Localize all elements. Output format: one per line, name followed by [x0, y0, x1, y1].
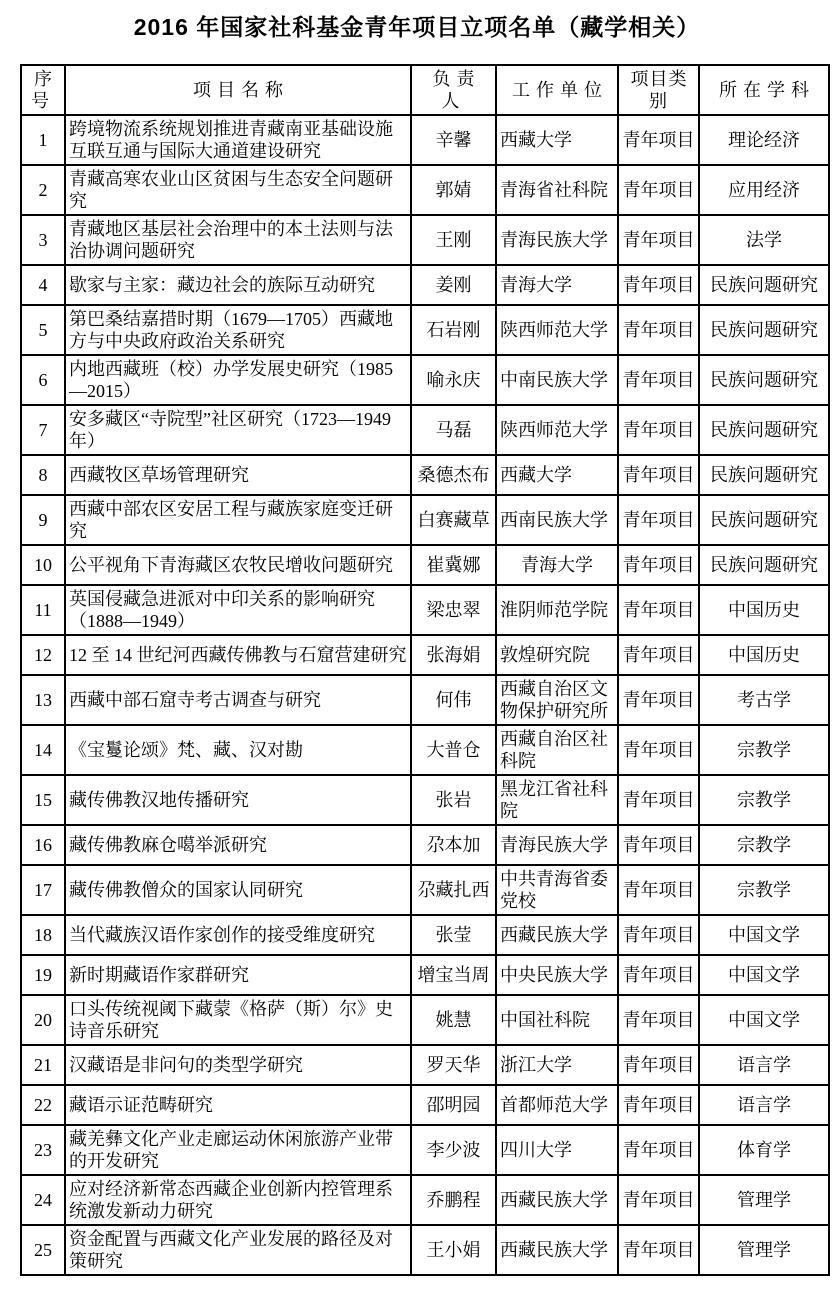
project-category: 青年项目 — [618, 545, 699, 585]
principal-investigator: 辛馨 — [411, 115, 496, 165]
project-name: 歇家与主家：藏边社会的族际互动研究 — [65, 265, 411, 305]
project-name: 西藏中部石窟寺考古调查与研究 — [65, 675, 411, 725]
work-unit: 西藏大学 — [496, 115, 618, 165]
principal-investigator: 马磊 — [411, 405, 496, 455]
row-number: 13 — [21, 675, 65, 725]
project-category: 青年项目 — [618, 165, 699, 215]
project-category: 青年项目 — [618, 865, 699, 915]
project-name: 当代藏族汉语作家创作的接受维度研究 — [65, 915, 411, 955]
table-header — [21, 65, 829, 115]
table-row — [21, 545, 829, 585]
discipline: 民族问题研究 — [699, 455, 829, 495]
header-category: 项目类别 — [618, 65, 699, 115]
work-unit: 青海民族大学 — [496, 825, 618, 865]
discipline: 法学 — [699, 215, 829, 265]
project-category: 青年项目 — [618, 1045, 699, 1085]
work-unit: 西藏民族大学 — [496, 915, 618, 955]
row-number: 5 — [21, 305, 65, 355]
project-category: 青年项目 — [618, 495, 699, 545]
table-row — [21, 115, 829, 165]
row-number: 4 — [21, 265, 65, 305]
work-unit: 青海省社科院 — [496, 165, 618, 215]
table-row — [21, 1125, 829, 1175]
row-number: 23 — [21, 1125, 65, 1175]
principal-investigator: 姜刚 — [411, 265, 496, 305]
discipline: 民族问题研究 — [699, 305, 829, 355]
project-name: 《宝鬘论颂》梵、藏、汉对勘 — [65, 725, 411, 775]
principal-investigator: 尕藏扎西 — [411, 865, 496, 915]
row-number: 19 — [21, 955, 65, 995]
principal-investigator: 王刚 — [411, 215, 496, 265]
principal-investigator: 邵明园 — [411, 1085, 496, 1125]
row-number: 25 — [21, 1225, 65, 1275]
work-unit: 中南民族大学 — [496, 355, 618, 405]
project-name: 西藏中部农区安居工程与藏族家庭变迁研究 — [65, 495, 411, 545]
project-name: 安多藏区“寺院型”社区研究（1723—1949 年） — [65, 405, 411, 455]
work-unit: 西南民族大学 — [496, 495, 618, 545]
table-row — [21, 495, 829, 545]
row-number: 18 — [21, 915, 65, 955]
table-row — [21, 995, 829, 1045]
work-unit: 陕西师范大学 — [496, 405, 618, 455]
project-category: 青年项目 — [618, 775, 699, 825]
discipline: 民族问题研究 — [699, 495, 829, 545]
row-number: 17 — [21, 865, 65, 915]
header-discipline: 所在学科 — [699, 65, 829, 115]
project-category: 青年项目 — [618, 955, 699, 995]
work-unit: 中共青海省委党校 — [496, 865, 618, 915]
discipline: 民族问题研究 — [699, 355, 829, 405]
work-unit: 中国社科院 — [496, 995, 618, 1045]
project-category: 青年项目 — [618, 115, 699, 165]
row-number: 24 — [21, 1175, 65, 1225]
project-category: 青年项目 — [618, 305, 699, 355]
project-category: 青年项目 — [618, 355, 699, 405]
work-unit: 青海大学 — [496, 545, 618, 585]
project-name: 应对经济新常态西藏企业创新内控管理系统激发新动力研究 — [65, 1175, 411, 1225]
principal-investigator: 尕本加 — [411, 825, 496, 865]
table-row — [21, 955, 829, 995]
table-row — [21, 265, 829, 305]
table-row — [21, 585, 829, 635]
discipline: 民族问题研究 — [699, 265, 829, 305]
project-name: 第巴桑结嘉措时期（1679—1705）西藏地方与中央政府政治关系研究 — [65, 305, 411, 355]
project-name: 英国侵藏急进派对中印关系的影响研究（1888—1949） — [65, 585, 411, 635]
discipline: 中国文学 — [699, 995, 829, 1045]
discipline: 管理学 — [699, 1175, 829, 1225]
project-name: 汉藏语是非问句的类型学研究 — [65, 1045, 411, 1085]
header-unit: 工作单位 — [496, 65, 618, 115]
principal-investigator: 石岩刚 — [411, 305, 496, 355]
row-number: 1 — [21, 115, 65, 165]
discipline: 体育学 — [699, 1125, 829, 1175]
row-number: 6 — [21, 355, 65, 405]
work-unit: 西藏大学 — [496, 455, 618, 495]
work-unit: 西藏自治区社科院 — [496, 725, 618, 775]
row-number: 12 — [21, 635, 65, 675]
principal-investigator: 白赛藏草 — [411, 495, 496, 545]
principal-investigator: 王小娟 — [411, 1225, 496, 1275]
principal-investigator: 喻永庆 — [411, 355, 496, 405]
projects-table — [20, 64, 830, 1276]
table-row — [21, 725, 829, 775]
work-unit: 陕西师范大学 — [496, 305, 618, 355]
row-number: 22 — [21, 1085, 65, 1125]
row-number: 7 — [21, 405, 65, 455]
table-row — [21, 825, 829, 865]
project-category: 青年项目 — [618, 265, 699, 305]
work-unit: 敦煌研究院 — [496, 635, 618, 675]
principal-investigator: 姚慧 — [411, 995, 496, 1045]
work-unit: 四川大学 — [496, 1125, 618, 1175]
principal-investigator: 李少波 — [411, 1125, 496, 1175]
discipline: 应用经济 — [699, 165, 829, 215]
table-row — [21, 1045, 829, 1085]
principal-investigator: 乔鹏程 — [411, 1175, 496, 1225]
project-name: 内地西藏班（校）办学发展史研究（1985—2015） — [65, 355, 411, 405]
work-unit: 西藏民族大学 — [496, 1175, 618, 1225]
discipline: 考古学 — [699, 675, 829, 725]
discipline: 理论经济 — [699, 115, 829, 165]
project-category: 青年项目 — [618, 635, 699, 675]
work-unit: 青海大学 — [496, 265, 618, 305]
table-row — [21, 1225, 829, 1275]
project-category: 青年项目 — [618, 1125, 699, 1175]
table-row — [21, 355, 829, 405]
table-row — [21, 635, 829, 675]
table-row — [21, 675, 829, 725]
project-name: 藏羌彝文化产业走廊运动休闲旅游产业带的开发研究 — [65, 1125, 411, 1175]
table-row — [21, 455, 829, 495]
project-category: 青年项目 — [618, 825, 699, 865]
project-name: 藏传佛教麻仓噶举派研究 — [65, 825, 411, 865]
principal-investigator: 增宝当周 — [411, 955, 496, 995]
project-category: 青年项目 — [618, 1175, 699, 1225]
principal-investigator: 张莹 — [411, 915, 496, 955]
header-project: 项目名称 — [65, 65, 411, 115]
table-row — [21, 915, 829, 955]
project-category: 青年项目 — [618, 585, 699, 635]
table-row — [21, 775, 829, 825]
discipline: 中国文学 — [699, 915, 829, 955]
row-number: 3 — [21, 215, 65, 265]
project-category: 青年项目 — [618, 1085, 699, 1125]
table-body — [21, 115, 829, 1275]
principal-investigator: 罗天华 — [411, 1045, 496, 1085]
work-unit: 淮阴师范学院 — [496, 585, 618, 635]
principal-investigator: 张海娟 — [411, 635, 496, 675]
header-pi: 负责人 — [411, 65, 496, 115]
principal-investigator: 张岩 — [411, 775, 496, 825]
work-unit: 西藏民族大学 — [496, 1225, 618, 1275]
work-unit: 黑龙江省社科院 — [496, 775, 618, 825]
project-name: 公平视角下青海藏区农牧民增收问题研究 — [65, 545, 411, 585]
project-category: 青年项目 — [618, 455, 699, 495]
table-row — [21, 215, 829, 265]
page-title: 2016 年国家社科基金青年项目立项名单（藏学相关） — [133, 14, 701, 40]
discipline: 中国历史 — [699, 585, 829, 635]
project-category: 青年项目 — [618, 1225, 699, 1275]
row-number: 21 — [21, 1045, 65, 1085]
discipline: 语言学 — [699, 1045, 829, 1085]
table-row — [21, 1085, 829, 1125]
project-name: 资金配置与西藏文化产业发展的路径及对策研究 — [65, 1225, 411, 1275]
project-category: 青年项目 — [618, 215, 699, 265]
project-name: 青藏高寒农业山区贫困与生态安全问题研究 — [65, 165, 411, 215]
table-row — [21, 305, 829, 355]
discipline: 管理学 — [699, 1225, 829, 1275]
work-unit: 中央民族大学 — [496, 955, 618, 995]
header-row — [21, 65, 829, 115]
row-number: 9 — [21, 495, 65, 545]
discipline: 宗教学 — [699, 825, 829, 865]
work-unit: 浙江大学 — [496, 1045, 618, 1085]
project-name: 藏传佛教僧众的国家认同研究 — [65, 865, 411, 915]
project-name: 12 至 14 世纪河西藏传佛教与石窟营建研究 — [65, 635, 411, 675]
project-name: 西藏牧区草场管理研究 — [65, 455, 411, 495]
discipline: 宗教学 — [699, 725, 829, 775]
discipline: 宗教学 — [699, 775, 829, 825]
principal-investigator: 桑德杰布 — [411, 455, 496, 495]
project-name: 新时期藏语作家群研究 — [65, 955, 411, 995]
table-row — [21, 1175, 829, 1225]
work-unit: 青海民族大学 — [496, 215, 618, 265]
header-no: 序号 — [21, 65, 65, 115]
discipline: 中国历史 — [699, 635, 829, 675]
principal-investigator: 何伟 — [411, 675, 496, 725]
row-number: 20 — [21, 995, 65, 1045]
project-category: 青年项目 — [618, 675, 699, 725]
row-number: 15 — [21, 775, 65, 825]
row-number: 16 — [21, 825, 65, 865]
work-unit: 首都师范大学 — [496, 1085, 618, 1125]
row-number: 11 — [21, 585, 65, 635]
discipline: 中国文学 — [699, 955, 829, 995]
project-name: 跨境物流系统规划推进青藏南亚基础设施互联互通与国际大通道建设研究 — [65, 115, 411, 165]
discipline: 民族问题研究 — [699, 545, 829, 585]
row-number: 14 — [21, 725, 65, 775]
project-category: 青年项目 — [618, 995, 699, 1045]
project-name: 藏语示证范畴研究 — [65, 1085, 411, 1125]
table-row — [21, 405, 829, 455]
principal-investigator: 崔冀娜 — [411, 545, 496, 585]
row-number: 2 — [21, 165, 65, 215]
project-name: 青藏地区基层社会治理中的本土法则与法治协调问题研究 — [65, 215, 411, 265]
discipline: 语言学 — [699, 1085, 829, 1125]
discipline: 宗教学 — [699, 865, 829, 915]
row-number: 8 — [21, 455, 65, 495]
project-name: 藏传佛教汉地传播研究 — [65, 775, 411, 825]
row-number: 10 — [21, 545, 65, 585]
principal-investigator: 梁忠翠 — [411, 585, 496, 635]
work-unit: 西藏自治区文物保护研究所 — [496, 675, 618, 725]
principal-investigator: 郭婧 — [411, 165, 496, 215]
project-category: 青年项目 — [618, 915, 699, 955]
project-name: 口头传统视阈下藏蒙《格萨（斯）尔》史诗音乐研究 — [65, 995, 411, 1045]
discipline: 民族问题研究 — [699, 405, 829, 455]
principal-investigator: 大普仓 — [411, 725, 496, 775]
project-category: 青年项目 — [618, 725, 699, 775]
table-row — [21, 165, 829, 215]
project-category: 青年项目 — [618, 405, 699, 455]
table-row — [21, 865, 829, 915]
